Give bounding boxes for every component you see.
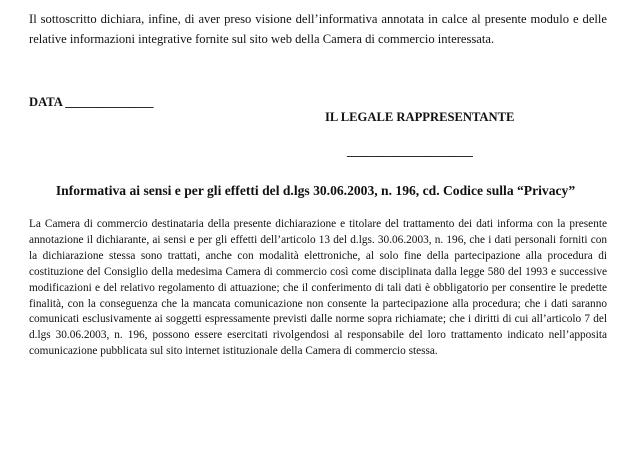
privacy-notice-body: La Camera di commercio destinataria della presente dichiarazione e titolare del trattamento dei dati informa con la presente annotazione il dichiarante, ai sensi e per gli effetti dell’articolo 13 del d.lgs. 30.06.2003, n. 196, che i dati personali forniti con la dichiarazione stessa sono trattati, anche con modalità elettroniche, al solo fine della partecipazione alla procedura di costituzione del Consiglio della medesima Camera di commercio così come disciplinata dalla legge 580 del 1993 e successive modificazioni e del relativo regolamento di attuazione; che il conferimento di tali dati è obbligatorio per consentire le predette finalità, con la conseguenza che la mancata comunicazione non consente la partecipazione alla procedura; che i dati saranno comunicati esclusivamente ai soggetti espressamente previsti dalle norme sopra richiamate; che i diritti di cui all’articolo 7 del d.lgs 30.06.2003, n. 196, possono essere esercitati rivolgendosi al responsabile del loro trattamento indicato nell’apposita comunicazione pubblicata sul sito internet istituzionale della Camera di commercio stessa. bbox=[29, 218, 607, 358]
signature-line: ____________________ bbox=[347, 144, 473, 158]
declaration-paragraph: Il sottoscritto dichiara, infine, di aver preso visione dell’informativa annotata in calce al presente modulo e delle relative informazioni integrative fornite sul sito web della Camera di commercio interessata. bbox=[29, 12, 607, 46]
legal-representative-label: IL LEGALE RAPPRESENTANTE bbox=[325, 110, 515, 124]
privacy-notice-title: Informativa ai sensi e per gli effetti del d.lgs 30.06.2003, n. 196, cd. Codice sulla “Privacy” bbox=[55, 183, 576, 198]
date-field-label: DATA ______________ bbox=[29, 95, 154, 109]
